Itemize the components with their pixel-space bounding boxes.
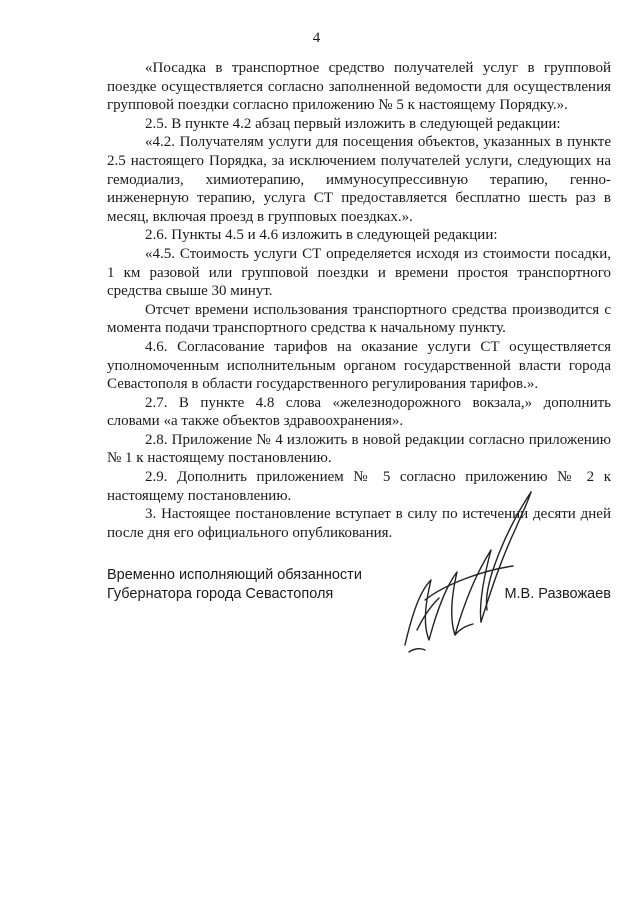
handwritten-signature <box>395 480 535 660</box>
paragraph-2-9: 2.9. Дополнить приложением № 5 согласно приложению № 2 к настоящему постановлению. <box>107 469 611 504</box>
page-number: 4 <box>312 30 321 46</box>
document-body <box>107 59 611 542</box>
paragraph-2-7: 2.7. В пункте 4.8 слова «железнодорожного вокзала,» дополнить словами «а также объектов здравоохранения». <box>107 394 611 430</box>
signer-position-line1: Временно исполняющий обязанности <box>107 567 362 583</box>
paragraph-time-count: Отсчет времени использования транспортного средства производится с момента подачи транспортного средства к начальному пункту. <box>107 301 611 337</box>
paragraph-quote-4-5: «4.5. Стоимость услуги СТ определяется исходя из стоимости посадки, 1 км разовой или групповой поездки и времени простоя транспортного средства свыше 30 минут. <box>107 245 611 300</box>
paragraph-quote-boarding: «Посадка в транспортное средство получателей услуг в групповой поездке осуществляется согласно заполненной ведомости для осуществления групповой поездки согласно приложению № 5 к настоящему Порядку.». <box>107 60 611 114</box>
paragraph-quote-4-2: «4.2. Получателям услуги для посещения объектов, указанных в пункте 2.5 настоящего Порядка, за исключением получателей услуги, следующих на гемодиализ, химиотерапию, иммуносупрессивную терапию, генно-инженерную терапию, услуга СТ предоставляется бесплатно шесть раз в месяц, включая проезд в групповых поездках.». <box>107 134 611 225</box>
signature-block <box>107 566 611 666</box>
paragraph-2-5: 2.5. В пункте 4.2 абзац первый изложить в следующей редакции: <box>145 115 561 132</box>
paragraph-4-6: 4.6. Согласование тарифов на оказание услуги СТ осуществляется уполномоченным исполнительным органом государственной власти города Севастополя в области государственного регулирования тарифов.». <box>107 338 611 393</box>
signer-position <box>107 566 362 604</box>
signer-position-line2: Губернатора города Севастополя <box>107 586 334 602</box>
paragraph-2-6: 2.6. Пункты 4.5 и 4.6 изложить в следующей редакции: <box>145 227 498 244</box>
paragraph-3: 3. Настоящее постановление вступает в силу по истечении десяти дней после дня его официального опубликования. <box>107 506 611 541</box>
signer-name: М.В. Развожаев <box>504 586 611 602</box>
paragraph-2-8: 2.8. Приложение № 4 изложить в новой редакции согласно приложению № 1 к настоящему постановлению. <box>107 431 611 467</box>
